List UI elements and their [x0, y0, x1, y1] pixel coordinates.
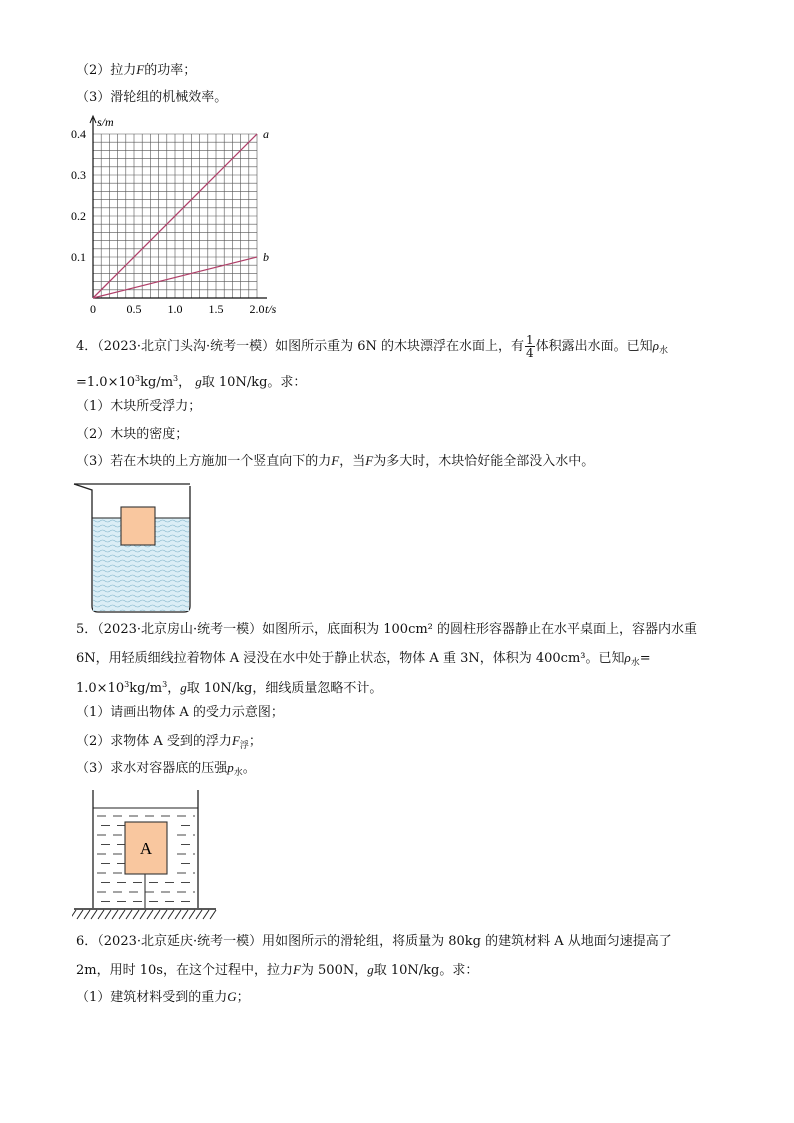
- q5-line-2: 6N，用轻质细线拉着物体 A 浸没在水中处于静止状态，物体 A 重 3N，体积为 400cm³。已知$\rho_水=$: [76, 650, 651, 668]
- container-figure: [72, 788, 218, 924]
- x-tick-label: 0: [90, 302, 96, 316]
- q3-item-3: （3）滑轮组的机械效率。: [76, 90, 228, 105]
- x-tick-label: 0.5: [126, 302, 142, 316]
- beaker-figure: [70, 478, 200, 614]
- q5-item-3: （3）求水对容器底的压强$p_水$。: [76, 760, 256, 778]
- y-tick-label: 0.2: [71, 209, 86, 223]
- block-a-label: A: [139, 839, 153, 858]
- chart-series: [93, 127, 269, 298]
- fraction: $\frac{1}{4}$: [526, 333, 534, 360]
- table-hatching: [72, 910, 216, 919]
- y-axis-label: s/m: [97, 115, 114, 129]
- x-axis-label: t/s: [265, 302, 277, 316]
- q6-line-2: 2m，用时 10s，在这个过程中，拉力F为 500N，g取 10N/kg。求：: [76, 962, 479, 978]
- q4-condition: $=1.0\times 10^3kg/m^3$， g取 10N/kg。求：: [76, 374, 307, 390]
- q6-item-1: （1）建筑材料受到的重力G；: [76, 989, 250, 1005]
- y-tick-label: 0.4: [71, 127, 86, 141]
- x-tick-label: 1.0: [167, 302, 183, 316]
- q5-heading: 5．（2023·北京房山·统考一模）如图所示，底面积为 100cm² 的圆柱形容器静止在水平桌面上，容器内水重: [76, 622, 698, 637]
- x-tick-label: 1.5: [208, 302, 224, 316]
- x-tick-label: 2.0: [249, 302, 265, 316]
- q3-item-2: （2）拉力F的功率；: [76, 62, 197, 78]
- q4-item-1: （1）木块所受浮力；: [76, 399, 202, 414]
- y-tick-label: 0.3: [71, 168, 86, 182]
- q4-item-2: （2）木块的密度；: [76, 427, 189, 442]
- series-label-a: a: [263, 127, 269, 141]
- q6-heading: 6．（2023·北京延庆·统考一模）用如图所示的滑轮组，将质量为 80kg 的建筑材料 A 从地面匀速提高了: [76, 934, 672, 949]
- q5-item-2: （2）求物体 A 受到的浮力$F_浮$；: [76, 733, 262, 751]
- st-chart: [62, 112, 292, 318]
- wood-block: [121, 507, 155, 545]
- series-label-b: b: [263, 250, 269, 264]
- q4-heading: 4．（2023·北京门头沟·统考一模）如图所示重为 6N 的木块漂浮在水面上，有 $\frac{1}{4}$ 体积露出水面。已知$\rho_水$: [76, 333, 668, 360]
- q4-item-3: （3）若在木块的上方施加一个竖直向下的力F，当F为多大时，木块恰好能全部没入水中。: [76, 453, 595, 469]
- q5-line-3: $1.0\times 10^3kg/m^3$，g取 10N/kg，细线质量忽略不计。: [76, 680, 383, 696]
- y-tick-label: 0.1: [71, 250, 86, 264]
- q5-item-1: （1）请画出物体 A 的受力示意图；: [76, 705, 284, 720]
